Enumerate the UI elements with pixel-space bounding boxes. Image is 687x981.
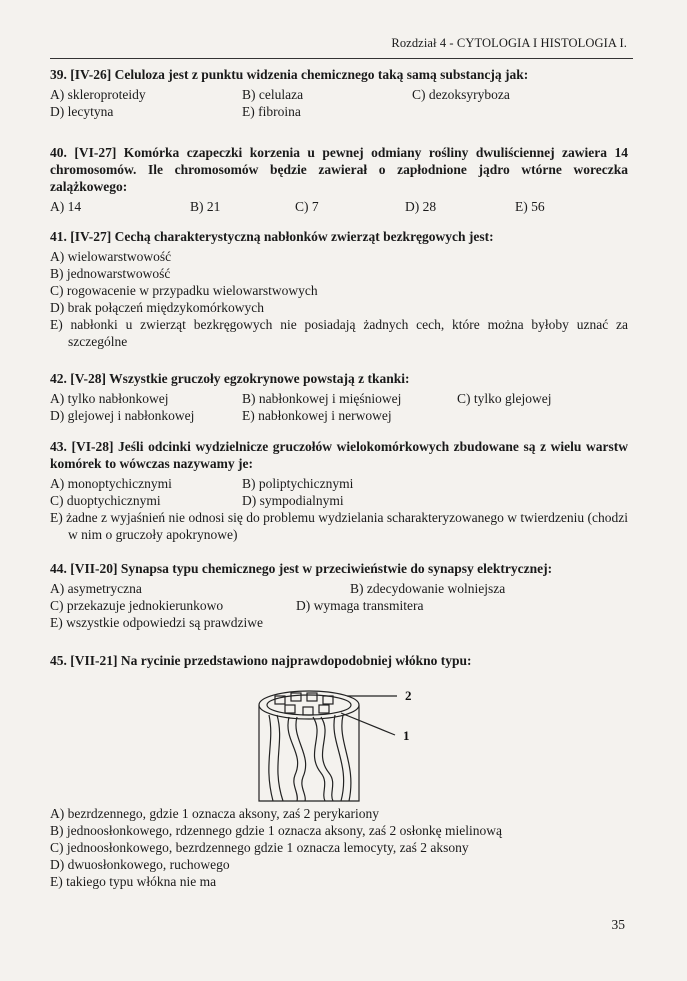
- option-b: B) jednowarstwowość: [50, 266, 171, 281]
- option-e: E) nabłonki u zwierząt bezkręgowych nie posiadają żadnych cech, które można byłoby uznać za szczególne: [50, 317, 628, 349]
- option-b: B) zdecydowanie wolniejsza: [350, 581, 506, 596]
- option-c: C) duoptychicznymi: [50, 493, 161, 508]
- nerve-fiber-illustration: [255, 683, 435, 809]
- option-c: C) tylko glejowej: [457, 391, 552, 406]
- option-e: E) fibroina: [242, 104, 301, 119]
- option-e: E) żadne z wyjaśnień nie odnosi się do problemu wydzielania scharakteryzowanego w twierdzeniu (chodzi w nim o gruczoły apokrynowe): [50, 510, 628, 542]
- option-a: A) wielowarstwowość: [50, 249, 172, 264]
- option-e: E) takiego typu włókna nie ma: [50, 874, 217, 889]
- question-44: [50, 560, 628, 631]
- question-title: 41. [IV-27] Cechą charakterystyczną nabłonków zwierząt bezkręgowych jest:: [50, 229, 494, 244]
- option-a: A) skleroproteidy: [50, 87, 146, 102]
- option-c: C) 7: [295, 199, 319, 214]
- question-45: [50, 652, 628, 669]
- option-d: D) 28: [405, 199, 437, 214]
- option-c: C) jednoosłonkowego, bezrdzennego gdzie 1 oznacza lemocyty, zaś 2 aksony: [50, 840, 469, 855]
- question-45-options: [50, 805, 628, 890]
- option-c: C) dezoksyryboza: [412, 87, 510, 102]
- option-b: B) 21: [190, 199, 221, 214]
- option-a: A) asymetryczna: [50, 581, 142, 596]
- question-42: [50, 370, 628, 424]
- option-a: A) 14: [50, 199, 82, 214]
- option-c: C) rogowacenie w przypadku wielowarstwowych: [50, 283, 318, 298]
- option-e: E) nabłonkowej i nerwowej: [242, 408, 392, 423]
- option-e: E) wszystkie odpowiedzi są prawdziwe: [50, 615, 263, 630]
- option-c: C) przekazuje jednokierunkowo: [50, 598, 224, 613]
- option-a: A) bezrdzennego, gdzie 1 oznacza aksony, zaś 2 perykariony: [50, 806, 379, 821]
- question-title: 45. [VII-21] Na rycinie przedstawiono najprawdopodobniej włókno typu:: [50, 653, 472, 668]
- question-40: [50, 144, 628, 215]
- option-d: D) wymaga transmitera: [296, 598, 424, 613]
- option-b: B) poliptychicznymi: [242, 476, 354, 491]
- figure-label-2: 2: [405, 688, 412, 703]
- figure-label-1: 1: [403, 728, 410, 743]
- header-rule: [50, 58, 633, 59]
- option-d: D) lecytyna: [50, 104, 114, 119]
- option-e: E) 56: [515, 199, 545, 214]
- question-title: 40. [VI-27] Komórka czapeczki korzenia u pewnej odmiany rośliny dwuliściennej zawiera 14 chromosomów. Ile chromosomów będzie zawierał o zapłodnione jądro wtórne woreczka zalążkowego:: [50, 145, 628, 194]
- question-43: [50, 438, 628, 543]
- question-title: 44. [VII-20] Synapsa typu chemicznego jest w przeciwieństwie do synapsy elektrycznej:: [50, 561, 553, 576]
- nerve-fiber-figure: [255, 683, 435, 814]
- option-d: D) brak połączeń międzykomórkowych: [50, 300, 265, 315]
- running-header: Rozdział 4 - CYTOLOGIA I HISTOLOGIA I.: [391, 36, 627, 50]
- option-d: D) sympodialnymi: [242, 493, 344, 508]
- question-39: [50, 66, 628, 120]
- question-title: 43. [VI-28] Jeśli odcinki wydzielnicze gruczołów wielokomórkowych zbudowane są z wielu warstw komórek to wówczas nazywamy je:: [50, 439, 628, 471]
- question-title: 42. [V-28] Wszystkie gruczoły egzokrynowe powstają z tkanki:: [50, 371, 410, 386]
- option-b: B) celulaza: [242, 87, 304, 102]
- option-a: A) tylko nabłonkowej: [50, 391, 169, 406]
- option-d: D) dwuosłonkowego, ruchowego: [50, 857, 230, 872]
- question-41: [50, 228, 628, 350]
- option-b: B) jednoosłonkowego, rdzennego gdzie 1 oznacza aksony, zaś 2 osłonkę mielinową: [50, 823, 502, 838]
- question-title: 39. [IV-26] Celuloza jest z punktu widzenia chemicznego taką samą substancją jak:: [50, 67, 529, 82]
- option-a: A) monoptychicznymi: [50, 476, 172, 491]
- option-b: B) nabłonkowej i mięśniowej: [242, 391, 402, 406]
- page-number: 35: [611, 917, 625, 932]
- option-d: D) glejowej i nabłonkowej: [50, 408, 195, 423]
